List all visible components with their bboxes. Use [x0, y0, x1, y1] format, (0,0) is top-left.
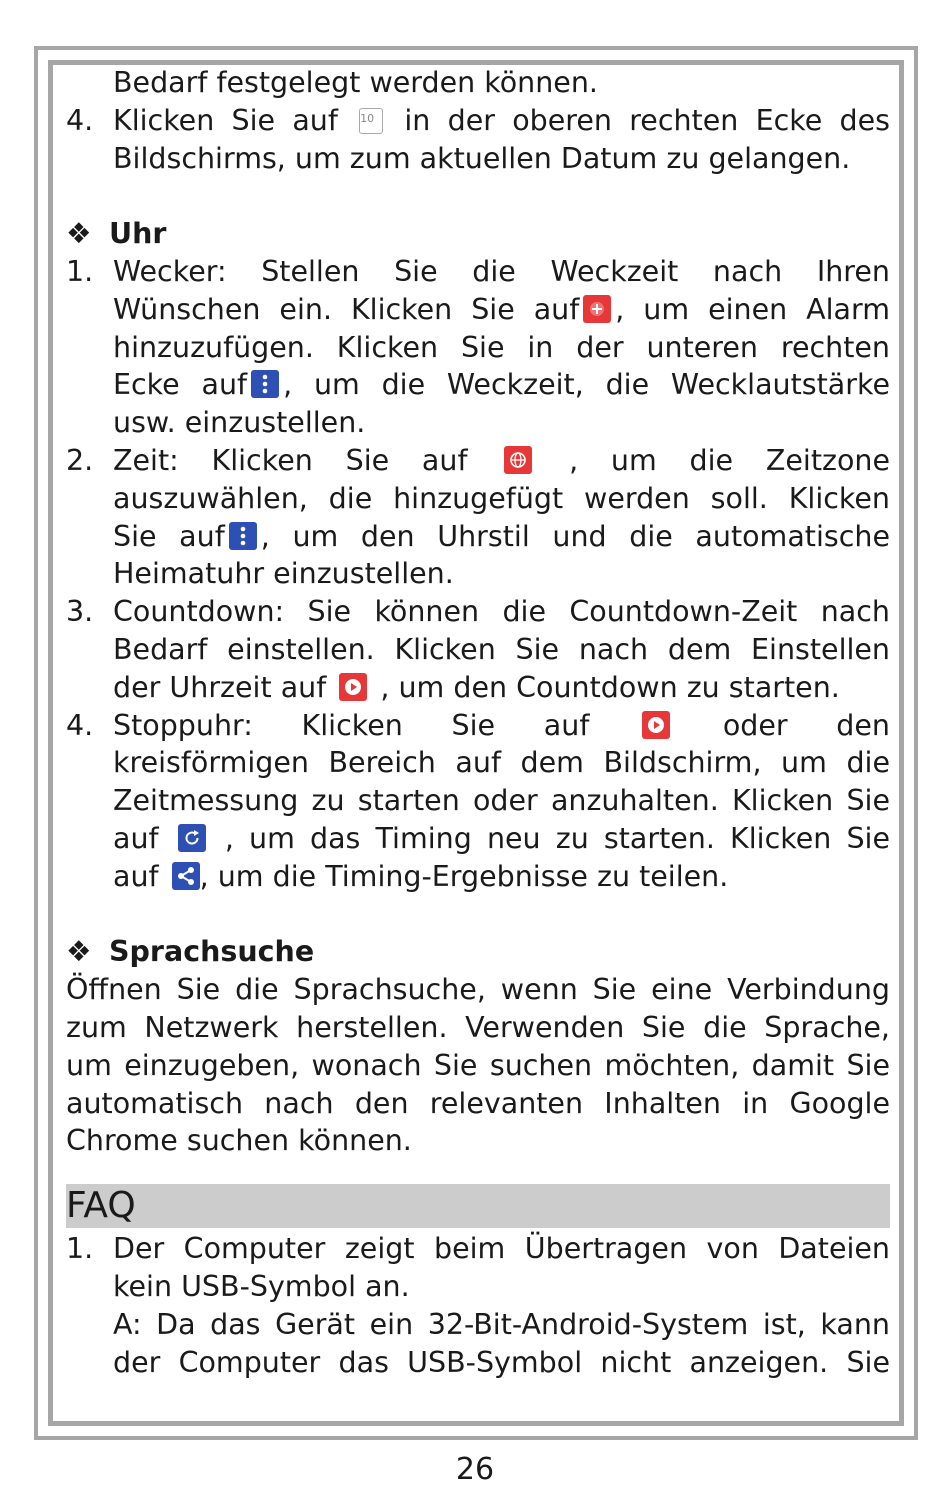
sprachsuche-line1: Öffnen Sie die Sprachsuche, wenn Sie eine Verbindung [66, 973, 890, 1007]
text: Countdown: Sie können die Countdown-Zeit nach [113, 595, 890, 629]
faq-item-1-line3: A: Da das Gerät ein 32-Bit-Android-System ist, kann [113, 1307, 890, 1341]
text: Sie auf [113, 519, 225, 553]
heading-text: Sprachsuche [109, 935, 315, 969]
text: auf [113, 821, 159, 855]
list-item-date-line1 [66, 102, 890, 140]
text: der Uhrzeit auf [113, 670, 327, 704]
list-number: 4. [66, 708, 94, 742]
uhr-item-4-line5 [66, 858, 890, 896]
sprachsuche-line3: um einzugeben, wonach Sie suchen möchten, damit Sie [66, 1048, 890, 1082]
text: , um die Weckzeit, die Wecklautstärke [283, 368, 890, 402]
text: Wünschen ein. Klicken Sie auf [113, 292, 580, 326]
page-number: 26 [455, 1452, 495, 1487]
sprachsuche-line5: Chrome suchen können. [66, 1124, 412, 1158]
uhr-item-2-line2: auszuwählen, die hinzugefügt werden soll. Klicken [113, 481, 890, 515]
more-options-icon [251, 370, 279, 398]
uhr-item-4-line1 [66, 707, 890, 745]
section-heading-uhr [66, 215, 890, 253]
text: Zeit: Klicken Sie auf [113, 443, 468, 477]
text: , um einen Alarm [615, 292, 890, 326]
page-content [66, 64, 890, 1381]
sprachsuche-line2: zum Netzwerk herstellen. Verwenden Sie die Sprache, [66, 1010, 890, 1044]
more-options-icon [229, 522, 257, 550]
sprachsuche-line4: automatisch nach den relevanten Inhalten in Google [66, 1086, 890, 1120]
heading-text: Uhr [109, 217, 167, 251]
list-number: 1. [66, 1232, 94, 1266]
section-heading-sprachsuche [66, 933, 890, 971]
add-alarm-icon [583, 295, 611, 323]
calendar-icon [359, 108, 383, 134]
text: auf [113, 859, 159, 893]
uhr-item-1-line5: usw. einzustellen. [113, 406, 366, 440]
uhr-item-1-line2 [66, 291, 890, 329]
faq-item-1-line4: der Computer das USB-Symbol nicht anzeigen. Sie [113, 1345, 890, 1379]
text: Ecke auf [113, 368, 248, 402]
uhr-item-4-line2: kreisförmigen Bereich auf dem Bildschirm, um die [113, 746, 890, 780]
uhr-item-2-line1 [66, 442, 890, 480]
uhr-item-1-line1 [66, 253, 890, 291]
text: Der Computer zeigt beim Übertragen von Dateien [113, 1232, 890, 1266]
list-item-date-line2: Bildschirms, um zum aktuellen Datum zu gelangen. [113, 141, 851, 175]
list-number: 4. [66, 103, 94, 137]
uhr-item-2-line3 [66, 518, 890, 556]
uhr-item-4-line4 [66, 820, 890, 858]
text: Stoppuhr: Klicken Sie auf [113, 708, 590, 742]
calendar-icon-label: 10 [360, 111, 375, 125]
uhr-item-3-line1 [66, 593, 890, 631]
list-number: 3. [66, 595, 94, 629]
text: in der oberen rechten Ecke des [404, 103, 890, 137]
text: , um den Uhrstil und die automatische [260, 519, 890, 553]
uhr-item-3-line3 [66, 669, 890, 707]
list-number: 2. [66, 443, 94, 477]
text: Wecker: Stellen Sie die Weckzeit nach Ihren [113, 254, 890, 288]
bullet-icon: ❖ [66, 935, 92, 969]
faq-heading: FAQ [66, 1184, 890, 1228]
faq-item-1-line2: kein USB-Symbol an. [113, 1269, 410, 1303]
uhr-item-1-line4 [66, 366, 890, 404]
intro-line: Bedarf festgelegt werden können. [113, 66, 598, 99]
list-number: 1. [66, 254, 94, 288]
uhr-item-4-line3: Zeitmessung zu starten oder anzuhalten. Klicken Sie [113, 784, 890, 818]
share-icon [172, 862, 200, 890]
faq-item-1-line1 [66, 1230, 890, 1268]
spacer [66, 177, 890, 215]
globe-icon [504, 446, 532, 474]
play-icon [339, 673, 367, 701]
text: , um die Zeitzone [569, 443, 890, 477]
text: Klicken Sie auf [113, 103, 338, 137]
bullet-icon: ❖ [66, 217, 92, 251]
text: , um das Timing neu zu starten. Klicken Sie [224, 821, 891, 855]
text: , um die Timing-Ergebnisse zu teilen. [199, 859, 729, 893]
uhr-item-2-line4: Heimatuhr einzustellen. [113, 557, 454, 591]
spacer [66, 896, 890, 934]
play-icon [642, 711, 670, 739]
reset-icon [178, 824, 206, 852]
text: oder den [722, 708, 890, 742]
uhr-item-1-line3: hinzuzufügen. Klicken Sie in der unteren rechten [113, 330, 890, 364]
text: , um den Countdown zu starten. [380, 670, 840, 704]
uhr-item-3-line2: Bedarf einstellen. Klicken Sie nach dem Einstellen [113, 632, 890, 666]
spacer [66, 1160, 890, 1180]
